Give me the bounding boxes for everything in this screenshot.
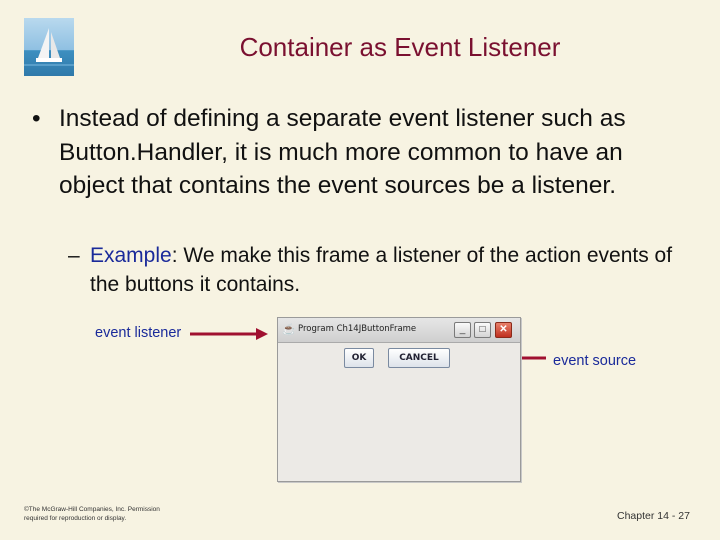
event-listener-label: event listener [95,325,182,341]
sub-bullet-text: : We make this frame a listener of the action events of the buttons it contains. [90,244,673,296]
page-number: Chapter 14 - 27 [617,510,690,522]
sailboat-logo [24,18,74,76]
slide-title: Container as Event Listener [239,32,561,62]
maximize-button[interactable]: □ [474,322,491,338]
cancel-button[interactable]: CANCEL [388,348,450,368]
event-source-label: event source [553,353,637,369]
sub-bullet-marker: – [68,244,80,267]
java-cup-icon: ☕ [282,324,296,336]
copyright-notice: ©The McGraw-Hill Companies, Inc. Permission required for reproduction or display. [24,506,160,522]
window-titlebar[interactable] [278,318,520,343]
sub-bullet-body [90,241,688,299]
sub-bullet [68,241,688,299]
listener-arrow [188,326,270,342]
example-keyword: Example [90,244,172,267]
window-title: Program Ch14JButtonFrame [298,324,417,334]
minimize-button[interactable]: _ [454,322,471,338]
ok-button[interactable]: OK [344,348,374,368]
main-bullet [32,102,692,203]
close-button[interactable]: ✕ [495,322,512,338]
jbutton-frame-window [277,317,521,482]
bullet-text: Instead of defining a separate event listener such as Button.Handler, it is much more common to have an object that contains the event sources be a listener. [59,105,626,199]
bullet-marker: • [32,105,41,132]
